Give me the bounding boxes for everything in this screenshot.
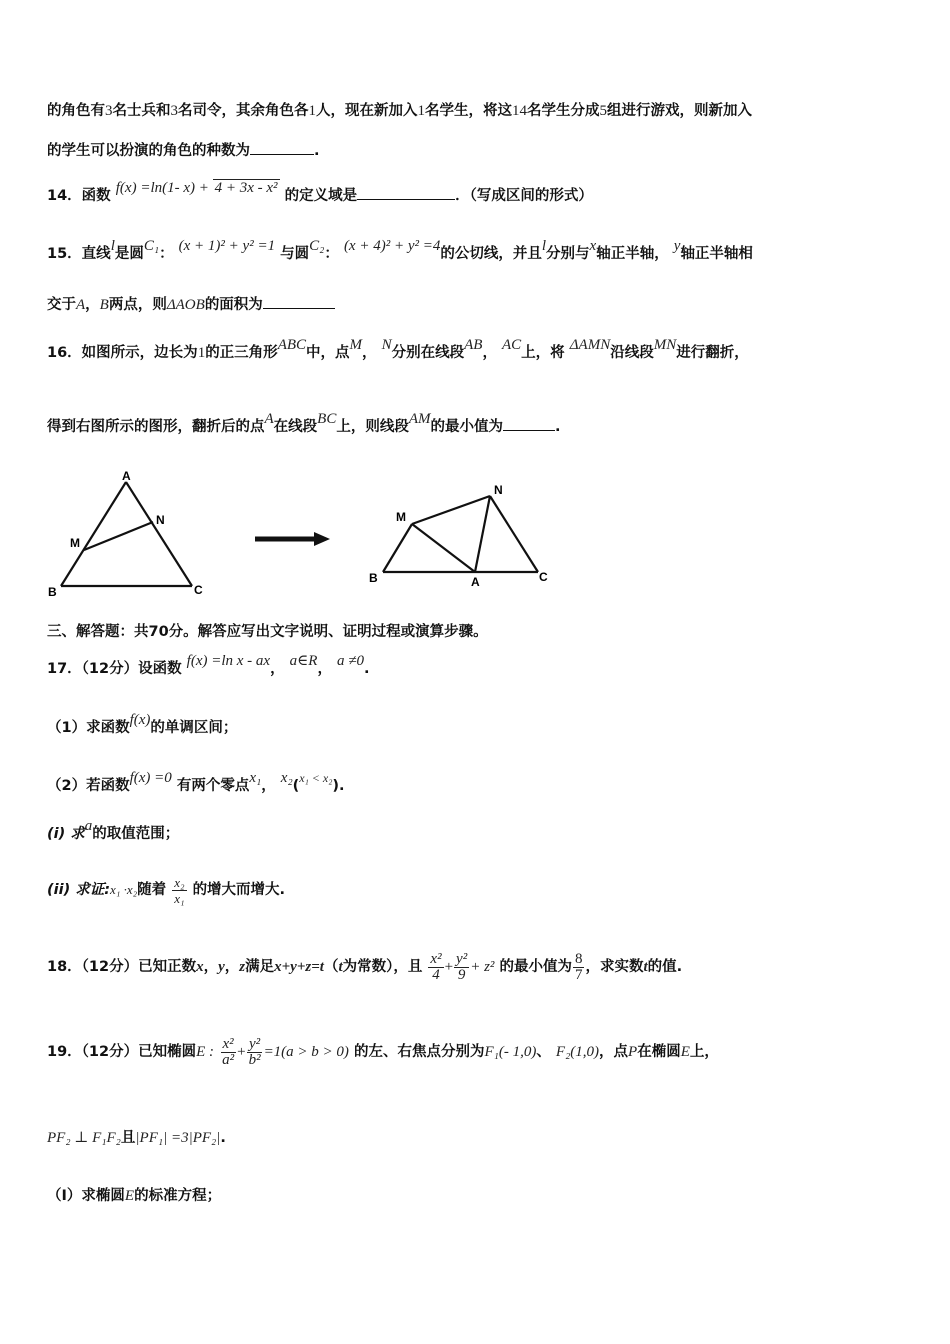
- question-15-cont: 交于A，B两点，则ΔAOB的面积为: [47, 295, 335, 315]
- label-b-left: B: [48, 585, 57, 599]
- label-c-left: C: [194, 583, 203, 597]
- right-triangle: [383, 496, 538, 572]
- question-16-cont: 得到右图所示的图形，翻折后的点A在线段BC上，则线段AM的最小值为 .: [47, 411, 561, 435]
- sqrt-expression: 4 + 3x - x²: [214, 180, 278, 196]
- question-17-part-i: (i) 求a的取值范围；: [47, 818, 180, 842]
- fraction-x2-over-x1: $\frac{\text{x₂}}{\text{x₁}}$: [174, 874, 185, 906]
- segment-na: [475, 496, 490, 572]
- segment-mn: [84, 522, 153, 550]
- question-17-part-ii: (ii) 求证:x₁ ·x₂随着 $\frac{\text{x₂}}{\text{x₁}}$ 的增大而增大.: [47, 874, 286, 906]
- edge-bm: [383, 524, 412, 572]
- section-heading: 三、解答题：共70分。解答应写出文字说明、证明过程或演算步骤。: [47, 624, 488, 640]
- triangle-fold-figure: [40, 468, 570, 603]
- arrow-icon: [255, 532, 330, 546]
- answer-blank[interactable]: [250, 154, 314, 155]
- fraction-x2-over-4: $\frac{\text{x²}}{4}$: [430, 950, 442, 983]
- segment-mn: [412, 496, 490, 524]
- question-18: 18．（12分）已知正数x，y，z满足x+y+z=t（t为常数），且 $\frac{\text{x²}}{4}$ + $\frac{\text{y²}}{9}$ + z² 的最小值为 $\frac{8}{7}$ ，求实数t的值.: [47, 950, 683, 983]
- label-m-right: M: [396, 510, 406, 524]
- edge-nc: [490, 496, 538, 572]
- question-17: 17．（12分）设函数 f(x) =ln x - ax， a∈R， a ≠0.: [47, 653, 370, 677]
- question-19-part1: （Ⅰ）求椭圆E的标准方程；: [47, 1188, 222, 1204]
- question-15: 15．直线l是圆C₁： (x + 1)² + y² =1 与圆C₂： (x + 4)² + y² =4的公切线，并且l分别与x轴正半轴， y轴正半轴相: [47, 238, 753, 262]
- fraction-y2-over-b2: $\frac{\text{y²}}{\text{b²}}$: [248, 1035, 261, 1068]
- question-14: 14．函数 f(x) =ln(1- x) + 4 + 3x - x² 的定义域是 ．（写成区间的形式）: [47, 180, 593, 204]
- answer-blank[interactable]: [263, 308, 335, 309]
- text-line-answer-blank: 的学生可以扮演的角色的种数为 .: [47, 143, 320, 159]
- edge-ac: [126, 482, 192, 586]
- fraction-x2-over-a2: $\frac{\text{x²}}{\text{a²}}$: [222, 1035, 235, 1068]
- label-n-right: N: [494, 483, 503, 497]
- answer-blank[interactable]: [357, 199, 455, 200]
- question-16: 16．如图所示，边长为1的正三角形ABC中，点M， N分别在线段AB， AC上，将 ΔAMN沿线段MN进行翻折，: [47, 337, 749, 361]
- question-19-cont: PF₂ ⊥ F₁F₂且|PF₁| =3|PF₂|.: [47, 1130, 226, 1146]
- fraction-y2-over-9: $\frac{\text{y²}}{9}$: [456, 950, 468, 983]
- label-m-left: M: [70, 536, 80, 550]
- segment-ma: [412, 524, 475, 572]
- label-b-right: B: [369, 571, 378, 585]
- label-a-right: A: [471, 575, 480, 589]
- answer-blank[interactable]: [503, 430, 555, 431]
- text-line-continuation: 的角色有3名士兵和3名司令，其余角色各1人，现在新加入1名学生，将这14名学生分成5组进行游戏，则新加入: [47, 103, 752, 119]
- edge-ab: [61, 482, 126, 586]
- question-17-part1: （1）求函数f(x)的单调区间；: [47, 712, 238, 736]
- question-17-part2: （2）若函数f(x) =0 有两个零点x₁， x₂($^{x_1 < x_2}$).: [47, 770, 345, 794]
- label-a-left: A: [122, 469, 131, 483]
- label-n-left: N: [156, 513, 165, 527]
- question-19: 19．（12分）已知椭圆E : $\frac{\text{x²}}{\text{a²}}$ + $\frac{\text{y²}}{\text{b²}}$ =1(a > b > 0) 的左、右焦点分别为F₁(- 1,0)、 F₂(1,0)，点P在椭圆E上，: [47, 1035, 719, 1068]
- left-triangle: [61, 482, 192, 586]
- label-c-right: C: [539, 570, 548, 584]
- fraction-8-over-7: $\frac{8}{7}$: [574, 950, 583, 983]
